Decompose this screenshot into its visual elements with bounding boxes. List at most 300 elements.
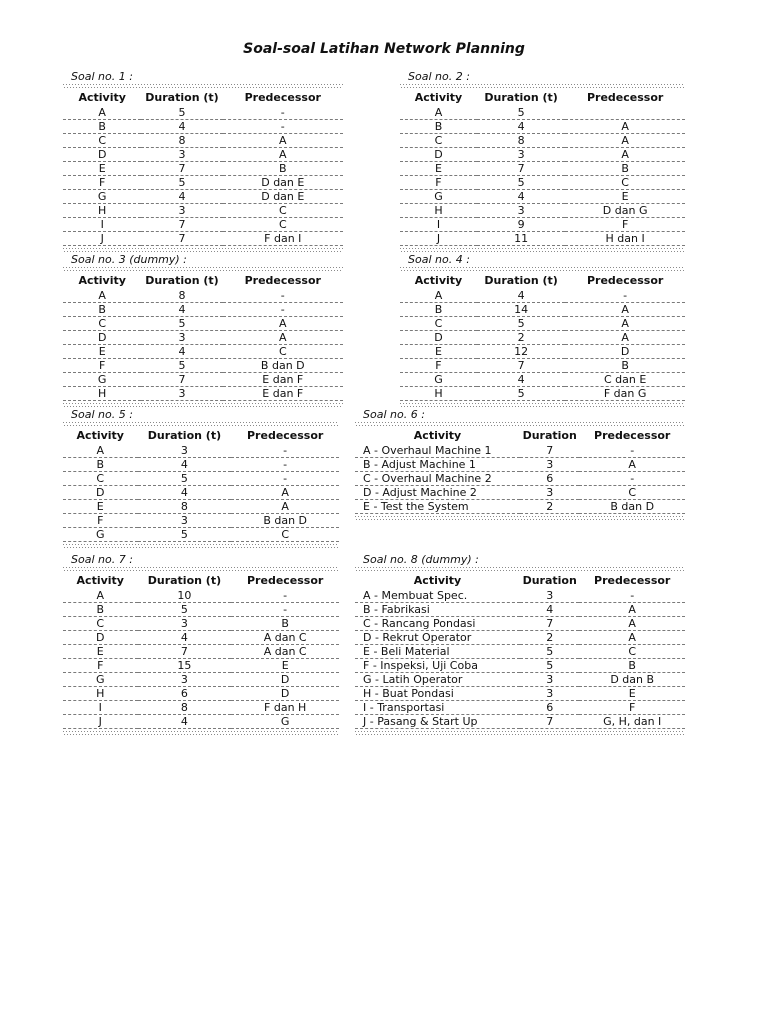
predecessor-cell: A dan C: [231, 645, 339, 659]
predecessor-cell: -: [565, 289, 685, 303]
duration-cell: 7: [141, 162, 222, 176]
activity-cell: H - Buat Pondasi: [355, 687, 520, 701]
table-row: [400, 204, 685, 218]
duration-cell: 15: [138, 659, 232, 673]
predecessor-cell: -: [579, 444, 685, 458]
predecessor-cell: E: [231, 659, 339, 673]
activity-cell: D: [63, 148, 141, 162]
predecessor-cell: D: [565, 345, 685, 359]
table-row: [355, 617, 685, 631]
soal-3-label: Soal no. 3 (dummy) :: [71, 253, 187, 266]
duration-cell: 4: [477, 373, 565, 387]
duration-cell: 4: [141, 190, 222, 204]
soal-6-table: [355, 427, 685, 514]
soal-7-block: [63, 553, 339, 736]
table-row: [63, 387, 343, 401]
table-row: [63, 645, 339, 659]
predecessor-cell: -: [231, 444, 339, 458]
duration-cell: 6: [520, 472, 579, 486]
table-row: [63, 603, 339, 617]
predecessor-cell: F dan I: [223, 232, 343, 246]
activity-cell: E: [400, 162, 477, 176]
activity-cell: C - Overhaul Machine 2: [355, 472, 520, 486]
table-row: [355, 589, 685, 603]
predecessor-cell: B dan D: [579, 500, 685, 514]
activity-cell: I: [63, 701, 138, 715]
table-row: [63, 458, 339, 472]
activity-cell: G: [63, 673, 138, 687]
predecessor-cell: C: [579, 486, 685, 500]
table-row: [400, 317, 685, 331]
predecessor-cell: A: [565, 120, 685, 134]
table-row: [63, 232, 343, 246]
table-row: [63, 514, 339, 528]
table-row: [63, 120, 343, 134]
predecessor-cell: G: [231, 715, 339, 729]
header-row: [63, 427, 339, 444]
soal-2-block: [400, 70, 685, 253]
table-row: [355, 458, 685, 472]
predecessor-cell: F: [565, 218, 685, 232]
predecessor-cell: F dan H: [231, 701, 339, 715]
soal-1-table: [63, 89, 343, 246]
duration-cell: 3: [520, 687, 579, 701]
header-row: [63, 572, 339, 589]
activity-cell: G: [400, 190, 477, 204]
duration-cell: 8: [141, 289, 222, 303]
predecessor-cell: G, H, dan I: [579, 715, 685, 729]
predecessor-cell: E dan F: [223, 373, 343, 387]
duration-cell: 4: [477, 289, 565, 303]
duration-cell: 7: [520, 715, 579, 729]
table-row: [355, 444, 685, 458]
predecessor-cell: D dan B: [579, 673, 685, 687]
activity-cell: D - Adjust Machine 2: [355, 486, 520, 500]
duration-cell: 2: [520, 500, 579, 514]
activity-cell: A: [400, 106, 477, 120]
activity-cell: B: [63, 603, 138, 617]
predecessor-cell: C: [579, 645, 685, 659]
predecessor-cell: A: [565, 331, 685, 345]
table-row: [63, 373, 343, 387]
predecessor-cell: B: [223, 162, 343, 176]
activity-cell: H: [400, 387, 477, 401]
activity-cell: H: [63, 204, 141, 218]
table-row: [63, 472, 339, 486]
soal-4-table: [400, 272, 685, 401]
predecessor-cell: B dan D: [223, 359, 343, 373]
duration-cell: 14: [477, 303, 565, 317]
activity-cell: E: [400, 345, 477, 359]
activity-cell: C: [63, 472, 138, 486]
predecessor-cell: A dan C: [231, 631, 339, 645]
table-row: [400, 120, 685, 134]
predecessor-header: Predecessor: [247, 574, 324, 587]
activity-cell: A: [63, 444, 138, 458]
duration-cell: 3: [141, 204, 222, 218]
predecessor-cell: -: [579, 472, 685, 486]
header-row: [63, 89, 343, 106]
activity-header: Activity: [414, 274, 463, 287]
activity-cell: I: [63, 218, 141, 232]
table-row: [400, 190, 685, 204]
predecessor-cell: A: [223, 331, 343, 345]
header-row: [63, 272, 343, 289]
duration-cell: 4: [138, 486, 232, 500]
predecessor-cell: C: [231, 528, 339, 542]
table-row: [400, 359, 685, 373]
soal-2-label: Soal no. 2 :: [408, 70, 470, 83]
duration-cell: 8: [138, 500, 232, 514]
duration-cell: 4: [477, 190, 565, 204]
activity-cell: I - Transportasi: [355, 701, 520, 715]
predecessor-header: Predecessor: [594, 574, 671, 587]
table-row: [63, 134, 343, 148]
predecessor-cell: -: [231, 589, 339, 603]
predecessor-cell: B: [579, 659, 685, 673]
table-row: [63, 528, 339, 542]
predecessor-header: Predecessor: [247, 429, 324, 442]
duration-cell: 3: [138, 617, 232, 631]
activity-cell: C: [400, 317, 477, 331]
duration-cell: 5: [141, 317, 222, 331]
table-row: [63, 701, 339, 715]
predecessor-cell: A: [223, 317, 343, 331]
activity-cell: G: [63, 190, 141, 204]
duration-cell: 5: [520, 645, 579, 659]
duration-cell: 7: [141, 373, 222, 387]
table-row: [355, 715, 685, 729]
table-bottom-rule: [63, 731, 339, 736]
activity-cell: E - Test the System: [355, 500, 520, 514]
duration-cell: 5: [138, 472, 232, 486]
duration-cell: 8: [141, 134, 222, 148]
duration-cell: 11: [477, 232, 565, 246]
table-row: [355, 687, 685, 701]
table-row: [63, 148, 343, 162]
duration-cell: 4: [141, 345, 222, 359]
table-row: [400, 232, 685, 246]
predecessor-cell: A: [565, 148, 685, 162]
activity-cell: B - Adjust Machine 1: [355, 458, 520, 472]
predecessor-header: Predecessor: [586, 274, 664, 287]
table-row: [63, 486, 339, 500]
soal-1-block: [63, 70, 343, 253]
duration-cell: 3: [141, 148, 222, 162]
duration-header: Duration (t): [484, 91, 558, 104]
predecessor-cell: E dan F: [223, 387, 343, 401]
activity-cell: B: [63, 303, 141, 317]
header-row: [355, 427, 685, 444]
duration-cell: 3: [141, 387, 222, 401]
activity-cell: H: [63, 687, 138, 701]
duration-cell: 4: [520, 603, 579, 617]
activity-cell: B: [400, 120, 477, 134]
table-row: [400, 373, 685, 387]
duration-cell: 12: [477, 345, 565, 359]
duration-cell: 7: [141, 218, 222, 232]
table-row: [63, 218, 343, 232]
table-row: [355, 701, 685, 715]
table-row: [63, 715, 339, 729]
predecessor-header: Predecessor: [244, 274, 321, 287]
duration-cell: 8: [138, 701, 232, 715]
activity-cell: C - Rancang Pondasi: [355, 617, 520, 631]
soal-7-label: Soal no. 7 :: [71, 553, 133, 566]
table-row: [355, 500, 685, 514]
predecessor-cell: -: [231, 603, 339, 617]
activity-cell: F: [63, 659, 138, 673]
duration-cell: 4: [138, 458, 232, 472]
soal-7-table: [63, 572, 339, 729]
duration-cell: 3: [520, 458, 579, 472]
header-row: [400, 89, 685, 106]
duration-cell: 3: [520, 486, 579, 500]
duration-cell: 3: [520, 589, 579, 603]
duration-cell: 3: [477, 148, 565, 162]
table-row: [355, 631, 685, 645]
activity-cell: D: [400, 148, 477, 162]
table-row: [400, 289, 685, 303]
duration-cell: 2: [520, 631, 579, 645]
duration-header: Duration: [522, 429, 577, 442]
table-bottom-rule: [355, 516, 685, 521]
table-row: [63, 289, 343, 303]
predecessor-cell: -: [223, 289, 343, 303]
page-title: Soal-soal Latihan Network Planning: [243, 41, 525, 57]
duration-cell: 6: [520, 701, 579, 715]
activity-cell: E: [63, 162, 141, 176]
activity-cell: H: [400, 204, 477, 218]
activity-cell: E - Beli Material: [355, 645, 520, 659]
duration-header: Duration: [522, 574, 577, 587]
activity-cell: D: [63, 631, 138, 645]
activity-header: Activity: [76, 574, 124, 587]
table-row: [63, 106, 343, 120]
table-row: [63, 589, 339, 603]
table-row: [63, 345, 343, 359]
predecessor-header: Predecessor: [594, 429, 671, 442]
table-row: [63, 359, 343, 373]
table-row: [63, 687, 339, 701]
duration-cell: 9: [477, 218, 565, 232]
table-row: [355, 486, 685, 500]
duration-cell: 6: [138, 687, 232, 701]
duration-cell: 4: [141, 303, 222, 317]
duration-header: Duration (t): [147, 429, 222, 442]
predecessor-cell: A: [565, 134, 685, 148]
predecessor-cell: D dan G: [565, 204, 685, 218]
table-row: [63, 176, 343, 190]
activity-cell: I: [400, 218, 477, 232]
predecessor-cell: -: [231, 458, 339, 472]
duration-header: Duration (t): [145, 274, 219, 287]
duration-header: Duration (t): [145, 91, 219, 104]
predecessor-cell: F: [579, 701, 685, 715]
table-row: [63, 331, 343, 345]
predecessor-cell: C dan E: [565, 373, 685, 387]
predecessor-cell: -: [223, 303, 343, 317]
duration-cell: 5: [141, 106, 222, 120]
soal-1-label: Soal no. 1 :: [71, 70, 133, 83]
soal-6-label: Soal no. 6 :: [363, 408, 425, 421]
predecessor-cell: C: [565, 176, 685, 190]
predecessor-cell: A: [223, 134, 343, 148]
table-bottom-rule: [63, 544, 339, 549]
table-row: [400, 345, 685, 359]
predecessor-header: Predecessor: [586, 91, 664, 104]
table-row: [63, 659, 339, 673]
activity-cell: C: [63, 617, 138, 631]
activity-cell: J: [63, 232, 141, 246]
activity-cell: A: [63, 106, 141, 120]
predecessor-header: Predecessor: [244, 91, 321, 104]
predecessor-cell: B dan D: [231, 514, 339, 528]
activity-cell: C: [63, 134, 141, 148]
table-row: [355, 659, 685, 673]
predecessor-cell: H dan I: [565, 232, 685, 246]
predecessor-cell: A: [579, 631, 685, 645]
table-row: [400, 303, 685, 317]
predecessor-cell: B: [231, 617, 339, 631]
activity-header: Activity: [413, 574, 462, 587]
activity-cell: G - Latih Operator: [355, 673, 520, 687]
duration-cell: 5: [477, 176, 565, 190]
activity-cell: A: [400, 289, 477, 303]
predecessor-cell: -: [231, 472, 339, 486]
duration-cell: 7: [138, 645, 232, 659]
duration-cell: 2: [477, 331, 565, 345]
duration-cell: 3: [138, 514, 232, 528]
activity-cell: B - Fabrikasi: [355, 603, 520, 617]
duration-cell: 3: [138, 444, 232, 458]
activity-cell: G: [63, 528, 138, 542]
duration-cell: 7: [520, 444, 579, 458]
table-row: [63, 617, 339, 631]
soal-8-block: [355, 553, 685, 736]
duration-cell: 5: [138, 603, 232, 617]
soal-3-table: [63, 272, 343, 401]
activity-cell: F: [63, 514, 138, 528]
duration-cell: 8: [477, 134, 565, 148]
predecessor-cell: [565, 106, 685, 120]
table-row: [355, 645, 685, 659]
duration-cell: 10: [138, 589, 232, 603]
activity-cell: B: [63, 458, 138, 472]
activity-header: Activity: [76, 429, 124, 442]
activity-cell: H: [63, 387, 141, 401]
table-row: [355, 472, 685, 486]
table-row: [63, 162, 343, 176]
activity-cell: E: [63, 345, 141, 359]
activity-cell: F: [63, 359, 141, 373]
activity-cell: C: [63, 317, 141, 331]
duration-cell: 3: [141, 331, 222, 345]
predecessor-cell: A: [565, 303, 685, 317]
table-row: [355, 673, 685, 687]
table-row: [63, 303, 343, 317]
predecessor-cell: -: [223, 120, 343, 134]
activity-cell: J: [400, 232, 477, 246]
soal-2-table: [400, 89, 685, 246]
predecessor-cell: F dan G: [565, 387, 685, 401]
activity-cell: A: [63, 289, 141, 303]
predecessor-cell: A: [231, 500, 339, 514]
activity-cell: A - Membuat Spec.: [355, 589, 520, 603]
predecessor-cell: C: [223, 345, 343, 359]
soal-5-block: [63, 408, 339, 549]
predecessor-cell: A: [565, 317, 685, 331]
soal-4-block: [400, 253, 685, 408]
table-row: [400, 176, 685, 190]
soal-3-block: [63, 253, 343, 408]
table-row: [355, 603, 685, 617]
predecessor-cell: -: [579, 589, 685, 603]
table-row: [63, 673, 339, 687]
duration-cell: 7: [520, 617, 579, 631]
table-row: [400, 148, 685, 162]
soal-6-block: [355, 408, 685, 521]
duration-cell: 3: [520, 673, 579, 687]
duration-cell: 4: [138, 631, 232, 645]
soal-8-table: [355, 572, 685, 729]
activity-cell: C: [400, 134, 477, 148]
activity-cell: J: [63, 715, 138, 729]
activity-cell: A: [63, 589, 138, 603]
duration-cell: 3: [477, 204, 565, 218]
predecessor-cell: C: [223, 218, 343, 232]
activity-header: Activity: [414, 91, 463, 104]
table-row: [400, 134, 685, 148]
duration-cell: 7: [141, 232, 222, 246]
predecessor-cell: E: [565, 190, 685, 204]
table-row: [400, 331, 685, 345]
soal-8-label: Soal no. 8 (dummy) :: [363, 553, 479, 566]
activity-cell: E: [63, 645, 138, 659]
soal-5-label: Soal no. 5 :: [71, 408, 133, 421]
activity-cell: A - Overhaul Machine 1: [355, 444, 520, 458]
duration-cell: 5: [477, 317, 565, 331]
soal-4-label: Soal no. 4 :: [408, 253, 470, 266]
activity-cell: B: [400, 303, 477, 317]
activity-header: Activity: [78, 91, 126, 104]
table-row: [63, 204, 343, 218]
duration-cell: 5: [477, 106, 565, 120]
activity-cell: F: [63, 176, 141, 190]
table-row: [63, 631, 339, 645]
table-row: [63, 317, 343, 331]
duration-cell: 3: [138, 673, 232, 687]
duration-cell: 4: [477, 120, 565, 134]
activity-cell: G: [400, 373, 477, 387]
activity-cell: G: [63, 373, 141, 387]
duration-cell: 5: [520, 659, 579, 673]
activity-cell: E: [63, 500, 138, 514]
predecessor-cell: A: [231, 486, 339, 500]
predecessor-cell: A: [579, 603, 685, 617]
duration-cell: 5: [138, 528, 232, 542]
predecessor-cell: D dan E: [223, 176, 343, 190]
activity-cell: D: [63, 331, 141, 345]
activity-cell: F: [400, 359, 477, 373]
activity-cell: F: [400, 176, 477, 190]
table-row: [63, 190, 343, 204]
duration-cell: 5: [141, 176, 222, 190]
predecessor-cell: D: [231, 687, 339, 701]
activity-cell: D: [400, 331, 477, 345]
table-row: [400, 162, 685, 176]
duration-header: Duration (t): [484, 274, 558, 287]
